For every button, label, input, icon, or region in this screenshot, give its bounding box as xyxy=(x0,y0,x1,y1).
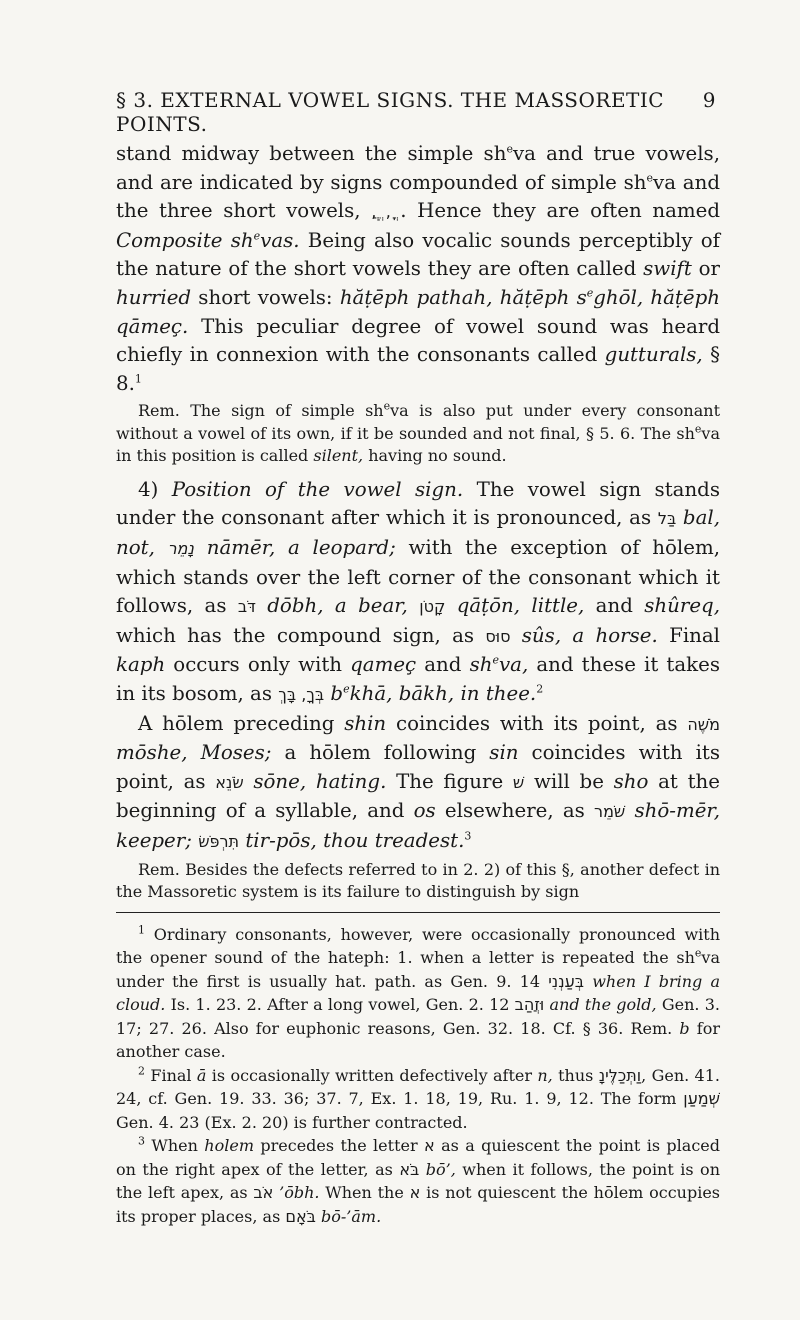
footnote-divider xyxy=(116,912,720,913)
footnotes xyxy=(116,923,720,1229)
footnote-2: $^2$ Final ā is occasionally written defectively after n, thus וַתְּכַלֶּינָ, Gen. 41. 24, cf. Gen. 19. 33. 36; 37. 7, Ex. 1. 18, 19, Ru. 1. 9, 12. The form שְׁמַעַן Gen. 4. 23 (Ex. 2. 20) is further contracted. xyxy=(116,1064,721,1132)
footnote-ref-1: 1 xyxy=(134,372,142,386)
running-header xyxy=(116,88,716,136)
vowel-signs: ֲ, ֱ, ֳ xyxy=(371,202,401,222)
remark-defects: Rem. Besides the defects referred to in 2. 2) of this §, another defect in the Massoretic system is its failure to distinguish by sign xyxy=(116,859,720,902)
header-title: § 3. EXTERNAL VOWEL SIGNS. THE MASSORETIC POINTS. xyxy=(116,88,665,136)
paragraph-composite-shevas: stand midway between the simple $sh^eva$ and true vowels, and are indicated by signs compounded of simple $sh^eva$ and the three short vowels, ֲ, ֱ, ֳ. Hence they are often named Composite $sh^evas$. Being also vocalic sounds perceptibly of the nature of the short vowels they are often called swift or hurried short vowels: hăṭēph pathah, hăṭēph $s^eghōl$, hăṭēph qāmeç. This peculiar degree of vowel sound was heard chiefly in connexion with the consonants called gutturals, § 8.$^1$ xyxy=(116,142,721,395)
footnote-ref-2: 2 xyxy=(536,682,544,696)
paragraph-holem-shin: A hōlem preceding shin coincides with its point, as מֹשֶׁה mōshe, Moses; a hōlem following sin coincides with its point, as שֹׂנֵא sōne, hating. The figure שׁ will be sho at the beginning of a syllable, and os elsewhere, as שֹׁמֵר shō-mēr, keeper; תִּרְפֹּשׂ tir-pōs, thou treadest.$^3$ xyxy=(116,711,721,852)
paragraph-position-of-vowel-sign: 4) Position of the vowel sign. The vowel sign stands under the consonant after which it is pronounced, as בַּל bal, not, נָמֵר nāmēr, a leopard; with the exception of hōlem, which stands over the left corner of the consonant which it follows, as דֹּב dōbh, a bear, קָטֹן qāṭōn, little, and shûreq, which has the compound sign, as סוּס sûs, a horse. Final kaph occurs only with qameç and $sh^eva$, and these it takes in its bosom, as בְּךָ, בָּךְ $b^ekhā$, bākh, in thee.$^2$ xyxy=(116,477,721,705)
main-text xyxy=(116,140,720,1228)
footnote-1: $^1$ Ordinary consonants, however, were occasionally pronounced with the opener sound of the hateph: 1. when a letter is repeated the $sh^eva$ under the first is usually hat. path. as Gen. 9. 14 בְּעַנְנִי when I bring a cloud. Is. 1. 23. 2. After a long vowel, Gen. 2. 12 וּזֲהַב and the gold, Gen. 3. 17; 27. 26. Also for euphonic reasons, Gen. 32. 18. Cf. § 36. Rem. b for another case. xyxy=(116,923,721,1062)
page-number: 9 xyxy=(702,88,716,112)
footnote-ref-3: 3 xyxy=(464,829,472,843)
remark-silent-sheva: Rem. The sign of simple $sh^eva$ is also put under every consonant without a vowel of its own, if it be sounded and not final, § 5. 6. The $sh^eva$ in this position is called silent, having no sound. xyxy=(116,400,720,466)
footnote-3: $^3$ When holem precedes the letter א as a quiescent the point is placed on the right apex of the letter, as בֹּא bō’, when it follows, the point is on the left apex, as אֹב ’ōbh. When the א is not quiescent the hōlem occupies its proper places, as בֹּאָם bō-’ām. xyxy=(116,1134,721,1226)
